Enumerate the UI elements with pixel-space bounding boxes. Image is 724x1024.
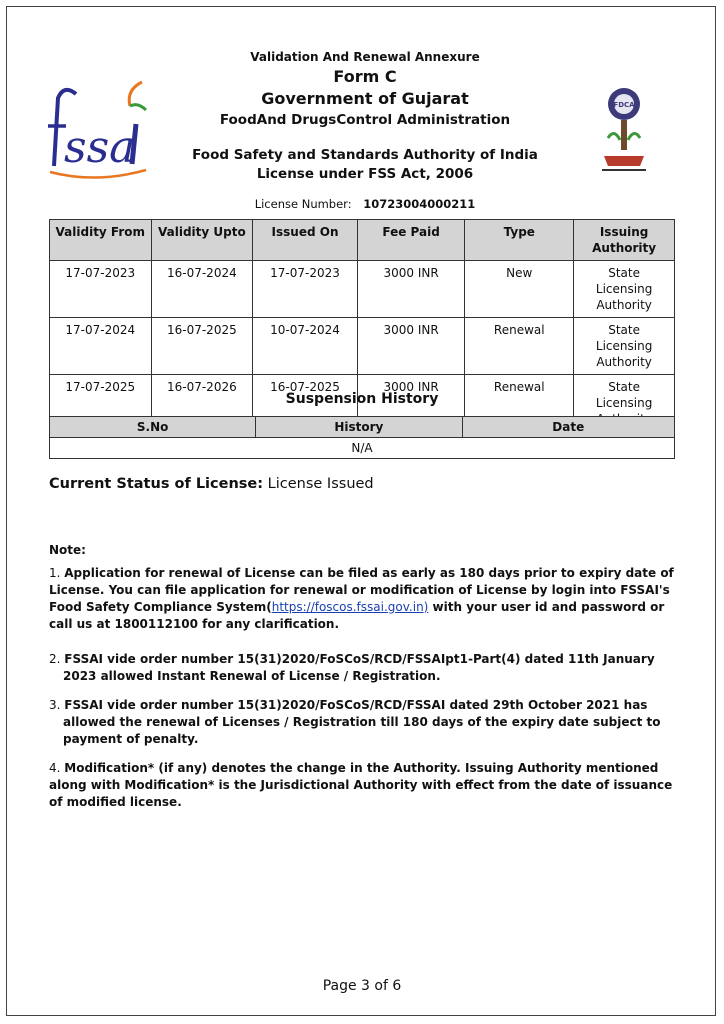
table-cell: 17-07-2023 (50, 261, 152, 318)
table-cell: State Licensing Authority (574, 318, 675, 375)
table-cell: 17-07-2023 (253, 261, 358, 318)
fssai-logo-leaf-green (130, 105, 146, 110)
table-cell: Renewal (465, 375, 574, 432)
col-fee-paid: Fee Paid (357, 220, 464, 261)
department-title: FoodAnd DrugsControl Administration (219, 112, 511, 128)
col-type: Type (465, 220, 574, 261)
fssai-logo (46, 76, 150, 180)
table-cell: 3000 INR (357, 318, 464, 375)
note-4-number: 4. (49, 761, 65, 775)
note-2-text: FSSAI vide order number 15(31)2020/FoSCoS/RCD/FSSAIpt1-Part(4) dated 11th January 2023 allowed Instant Renewal of License / Registration. (63, 652, 655, 683)
table-row (50, 438, 675, 459)
suspension-table (49, 416, 675, 459)
note-3-text: FSSAI vide order number 15(31)2020/FoSCoS/RCD/FSSAI dated 29th October 2021 has allowed the renewal of Licenses / Registration till 180 days of the expiry date subject to payment of penalty. (63, 698, 661, 746)
notes-section (49, 542, 679, 823)
col-date: Date (462, 417, 675, 438)
table-cell: New (465, 261, 574, 318)
fdca-emblem (596, 84, 652, 176)
table-cell: Renewal (465, 318, 574, 375)
authority-line-1: Food Safety and Standards Authority of India (192, 147, 538, 163)
col-validity-from: Validity From (50, 220, 152, 261)
col-issuing-authority: Issuing Authority (574, 220, 675, 261)
license-number-value: 10723004000211 (363, 197, 476, 211)
table-cell: State Licensing (574, 375, 675, 432)
annexure-title: Validation And Renewal Annexure (250, 50, 480, 64)
authority-line-2: License under FSS Act, 2006 (256, 166, 474, 182)
table-row (50, 318, 675, 375)
license-status (49, 476, 374, 492)
status-value: License Issued (267, 476, 374, 492)
table-cell: 3000 INR (357, 375, 464, 432)
table-cell: 16-07-2024 (151, 261, 253, 318)
table-cell: 16-07-2025 (151, 318, 253, 375)
note-2 (49, 651, 679, 685)
note-1-text-a: Application for renewal of License can be filed as early as 180 days prior to expiry date of License. You can file application for renewal or modification of License by login into FSSAI's Food Safety Compliance System( (49, 566, 674, 614)
note-3-number: 3. (49, 698, 65, 712)
table-cell: 17-07-2025 (50, 375, 152, 432)
col-validity-upto: Validity Upto (151, 220, 253, 261)
government-title: Government of Gujarat (261, 89, 469, 108)
table-cell: State Licensing Authority (574, 261, 675, 318)
foscos-link[interactable]: https://foscos.fssai.gov.in) (271, 600, 429, 614)
svg-text:FDCA: FDCA (613, 101, 635, 109)
svg-text:ssa: ssa (64, 122, 136, 173)
table-cell: 10-07-2024 (253, 318, 358, 375)
notes-title: Note: (49, 543, 86, 557)
table-row (50, 261, 675, 318)
fssai-logo-leaf-orange (129, 82, 142, 106)
col-history: History (256, 417, 462, 438)
table-cell: 17-07-2024 (50, 318, 152, 375)
col-issued-on: Issued On (253, 220, 358, 261)
note-4-text: Modification* (if any) denotes the change in the Authority. Issuing Authority mentioned along with Modification* is the Jurisdictional Authority with effect from the date of issuance of modified license. (49, 761, 673, 809)
suspension-empty-cell: N/A (50, 438, 675, 459)
table-cell: 3000 INR (357, 261, 464, 318)
note-1-text-b: with your user id and password or call us at 1800112100 for any clarification. (49, 600, 665, 631)
note-1-number: 1. (49, 566, 65, 580)
note-3 (49, 697, 679, 748)
license-number-line (150, 197, 580, 211)
note-1 (49, 565, 679, 633)
license-number-label: License Number: (254, 197, 352, 211)
validity-header-row (50, 220, 675, 261)
table-cell: 16-07-2026 (151, 375, 253, 432)
table-cell: 16-07-2025 (253, 375, 358, 432)
authority-title (160, 146, 570, 184)
col-sno: S.No (50, 417, 256, 438)
status-label: Current Status of License: (49, 476, 264, 492)
form-title: Form C (333, 67, 397, 86)
page-number: Page 3 of 6 (322, 978, 402, 994)
suspension-history-title: Suspension History (285, 391, 439, 407)
suspension-header-row (50, 417, 675, 438)
note-4 (49, 760, 679, 811)
note-2-number: 2. (49, 652, 65, 666)
